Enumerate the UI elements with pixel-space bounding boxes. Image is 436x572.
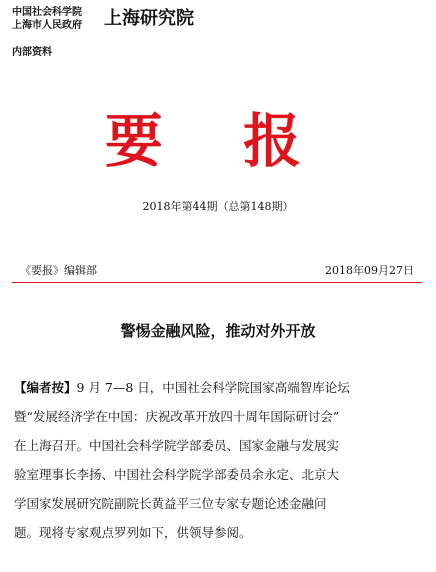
body-line-5: 学国家发展研究院副院长黄益平三位专家专题论述金融问 [14,496,327,511]
editorial-department: 《要报》编辑部 [20,264,97,277]
body-line-1-text: 9 月 7—8 日，中国社会科学院国家高端智库论坛 [76,380,350,395]
logo-line-shanghai-gov: 上海市人民政府 [12,20,82,31]
body-line-2: 暨“发展经济学在中国：庆祝改革开放四十周年国际研讨会” [14,409,340,424]
article-title: 警惕金融风险，推动对外开放 [120,322,316,340]
issue-number: 2018年第44期（总第148期） [142,200,294,213]
masthead-title: 要 报 [104,107,332,175]
red-divider-rule [12,282,422,283]
editor-note-body [14,373,422,547]
body-line-1 [14,373,422,402]
internal-material-label: 内部资料 [12,47,52,58]
logo-shanghai-institute: 上海研究院 [104,8,194,29]
logo-line-cass: 中国社会科学院 [12,7,82,18]
publication-date: 2018年09月27日 [325,264,414,277]
institution-logo-block [12,6,82,36]
editor-note-label: 【编者按】 [14,380,77,395]
body-line-3: 在上海召开。中国社会科学院学部委员、国家金融与发展实 [14,438,340,453]
body-line-6: 题。现将专家观点罗列如下，供领导参阅。 [14,525,252,540]
body-line-4: 验室理事长李扬、中国社会科学院学部委员余永定、北京大 [14,467,340,482]
